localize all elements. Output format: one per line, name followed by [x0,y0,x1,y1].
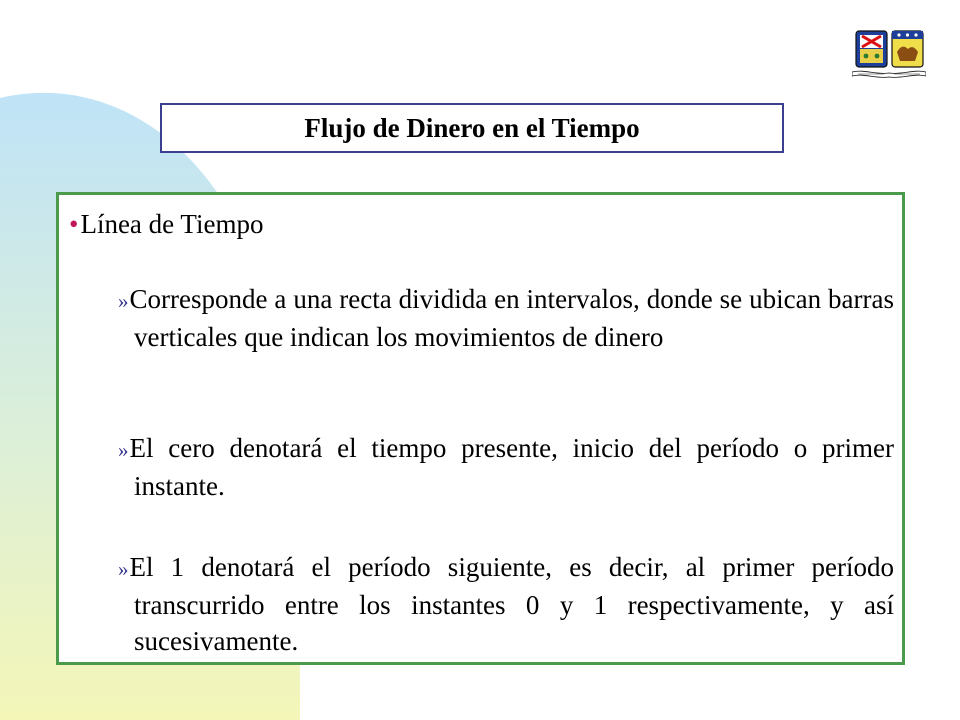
content-box [56,192,905,665]
bullet-icon: • [69,209,79,239]
slide-title: Flujo de Dinero en el Tiempo [304,112,640,143]
sub-bullet-marker-icon: » [118,438,129,462]
shield-logo-university [856,31,887,67]
sub-bullet-marker-icon: » [118,289,129,313]
sub-bullet-item [118,430,894,504]
sub-bullet-marker-icon: » [118,557,129,581]
sub-bullet-item [118,281,894,355]
bullet-heading [69,209,263,240]
shield-logo-faculty [892,31,923,67]
heading-text: Línea de Tiempo [80,209,264,239]
institution-logos [852,28,926,82]
title-box [160,103,784,153]
sub-bullet-text: El cero denotará el tiempo presente, inicio del período o primer instante. [129,433,894,501]
sub-bullet-item [118,549,894,659]
sub-bullet-text: Corresponde a una recta dividida en intervalos, donde se ubican barras verticales que indican los movimientos de dinero [129,284,894,352]
sub-bullet-text: El 1 denotará el período siguiente, es decir, al primer período transcurrido entre los instantes 0 y 1 respectivamente, y así sucesivamente. [129,552,894,656]
